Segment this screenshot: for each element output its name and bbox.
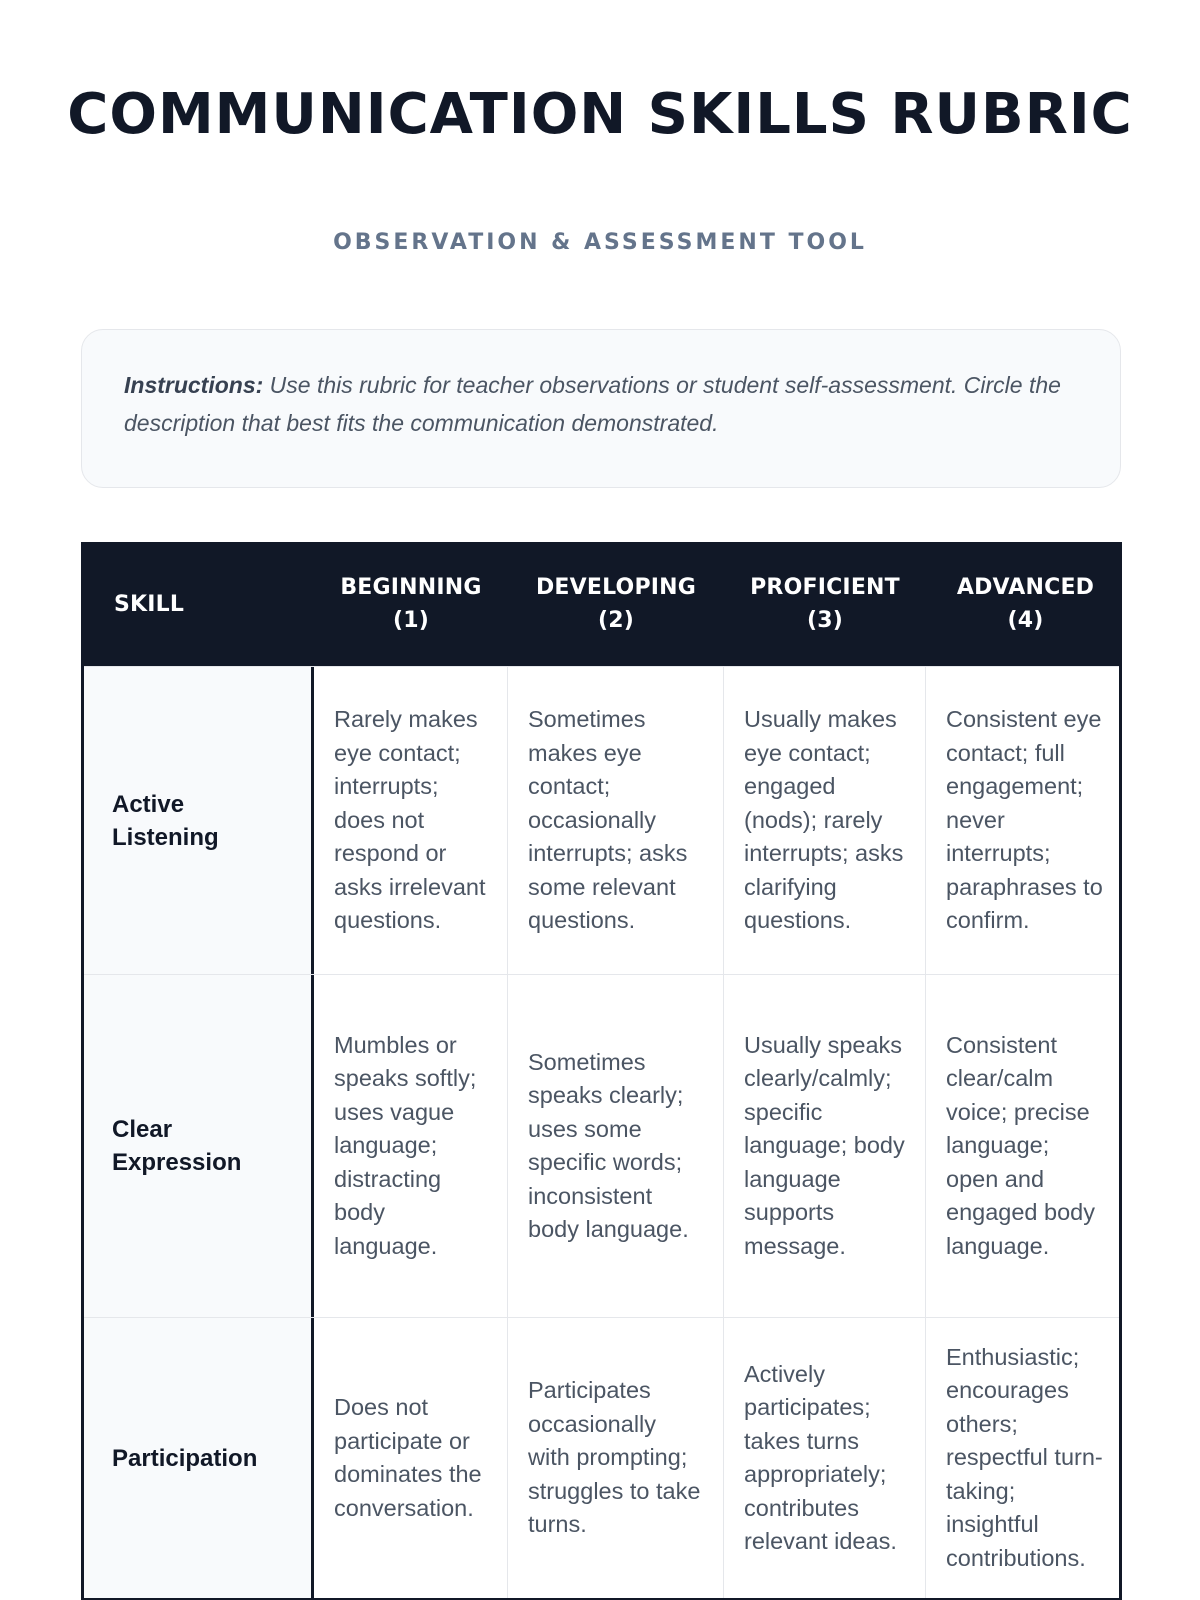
column-header-skill: SKILL <box>114 591 185 617</box>
rubric-description: Usually speaks clearly/calmly; specific language; body language supports message. <box>724 975 926 1317</box>
instructions-box <box>81 329 1121 488</box>
table-row <box>84 974 1119 1317</box>
page-subtitle: OBSERVATION & ASSESSMENT TOOL <box>333 230 867 255</box>
column-header-advanced: ADVANCED (4) <box>956 575 1095 633</box>
rubric-description: Consistent eye contact; full engagement; never interrupts; paraphrases to confirm. <box>946 706 1103 934</box>
rubric-description: Mumbles or speaks softly; uses vague language; distracting body language. <box>314 975 508 1317</box>
column-header-developing: DEVELOPING (2) <box>535 575 697 633</box>
table-header <box>84 542 1119 666</box>
table-row <box>84 666 1119 974</box>
rubric-description: Does not participate or dominates the conversation. <box>314 1318 508 1598</box>
column-header-beginning: BEGINNING (1) <box>340 575 482 633</box>
instructions-text: Use this rubric for teacher observations or student self-assessment. Circle the description that best fits the communication demonstrated. <box>124 372 1061 436</box>
table-row <box>84 1317 1119 1598</box>
rubric-table <box>81 542 1122 1600</box>
rubric-description: Rarely makes eye contact; interrupts; does not respond or asks irrelevant questions. <box>314 667 508 974</box>
rubric-description: Participates occasionally with prompting; struggles to take turns. <box>508 1318 724 1598</box>
skill-name: Clear Expression <box>84 975 314 1317</box>
rubric-description: Actively participates; takes turns appropriately; contributes relevant ideas. <box>724 1318 926 1598</box>
rubric-description: Enthusiastic; encourages others; respectful turn-taking; insightful contributions. <box>946 1343 1103 1571</box>
instructions-label: Instructions: <box>124 372 264 398</box>
rubric-description: Sometimes speaks clearly; uses some specific words; inconsistent body language. <box>508 975 724 1317</box>
page-title: COMMUNICATION SKILLS RUBRIC <box>67 82 1133 147</box>
rubric-description: Usually makes eye contact; engaged (nods); rarely interrupts; asks clarifying questions. <box>724 667 926 974</box>
skill-name: Participation <box>84 1318 314 1598</box>
column-header-proficient: PROFICIENT (3) <box>750 575 900 633</box>
rubric-description: Sometimes makes eye contact; occasionally interrupts; asks some relevant questions. <box>508 667 724 974</box>
skill-name: Active Listening <box>84 667 314 974</box>
rubric-description: Consistent clear/calm voice; precise language; open and engaged body language. <box>946 1031 1095 1259</box>
